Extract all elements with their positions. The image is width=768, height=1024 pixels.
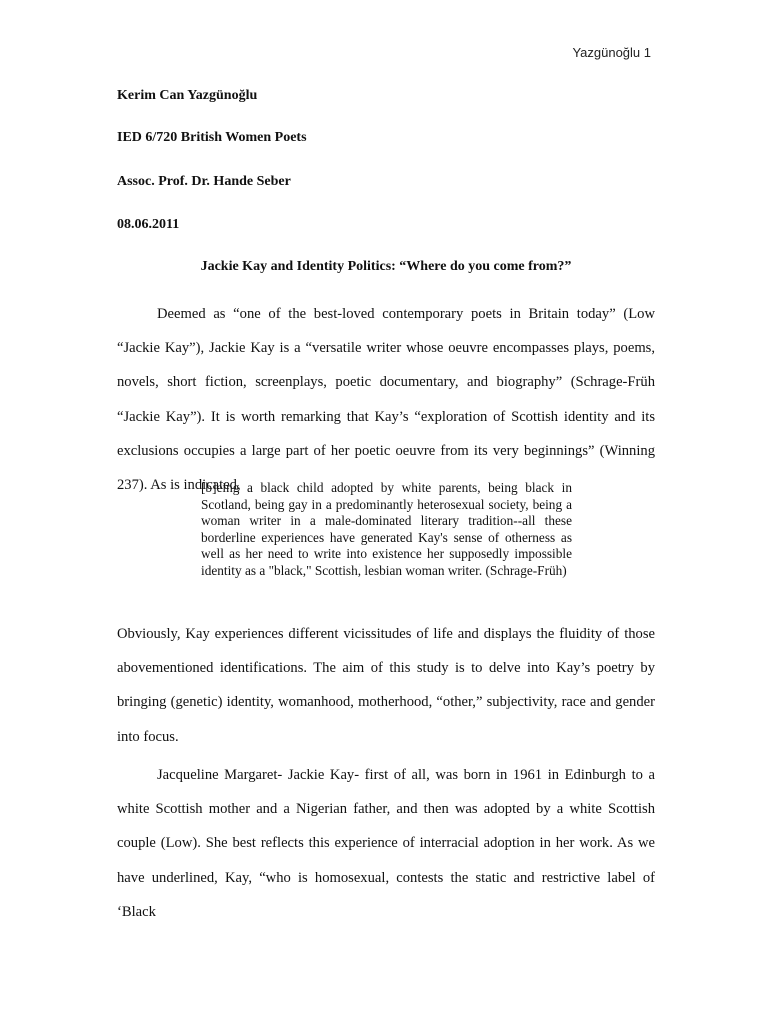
body-paragraph: Deemed as “one of the best-loved contemporary poets in Britain today” (Low “Jackie Kay”), Jackie Kay is a “versatile writer whose oeuvre encompasses plays, poems, novels, short fiction, screenplays, poetic documentary, and biography” (Schrage-Früh “Jackie Kay”). It is worth remarking that Kay’s “exploration of Scottish identity and its exclusions occupies a large part of her poetic oeuvre from its very beginnings” (Winning 237). As is indicated, <box>117 306 655 494</box>
course-title: IED 6/720 British Women Poets <box>117 130 307 145</box>
block-quote: [b]eing a black child adopted by white parents, being black in Scotland, being gay in a predominantly heterosexual society, being a woman writer in a male-dominated literary tradition--all these borderline experiences have generated Kay's sense of otherness as well as her need to write into existence her supposedly impossible identity as a "black," Scottish, lesbian woman writer. (Schrage-Früh) <box>201 480 572 578</box>
document-date: 08.06.2011 <box>117 217 180 232</box>
instructor-name: Assoc. Prof. Dr. Hande Seber <box>117 174 291 189</box>
body-paragraph: Obviously, Kay experiences different vicissitudes of life and displays the fluidity of those abovementioned identifications. The aim of this study is to delve into Kay’s poetry by bringing (genetic) identity, womanhood, motherhood, “other,” subjectivity, race and gender into focus. <box>117 626 655 745</box>
page-header: Yazgünoğlu 1 <box>572 45 651 60</box>
author-name: Kerim Can Yazgünoğlu <box>117 88 258 103</box>
body-paragraph: Jacqueline Margaret- Jackie Kay- first of all, was born in 1961 in Edinburgh to a white Scottish mother and a Nigerian father, and then was adopted by a white Scottish couple (Low). She best reflects this experience of interracial adoption in her work. As we have underlined, Kay, “who is homosexual, contests the static and restrictive label of ‘Black <box>117 767 655 920</box>
essay-title: Jackie Kay and Identity Politics: “Where do you come from?” <box>200 259 572 274</box>
